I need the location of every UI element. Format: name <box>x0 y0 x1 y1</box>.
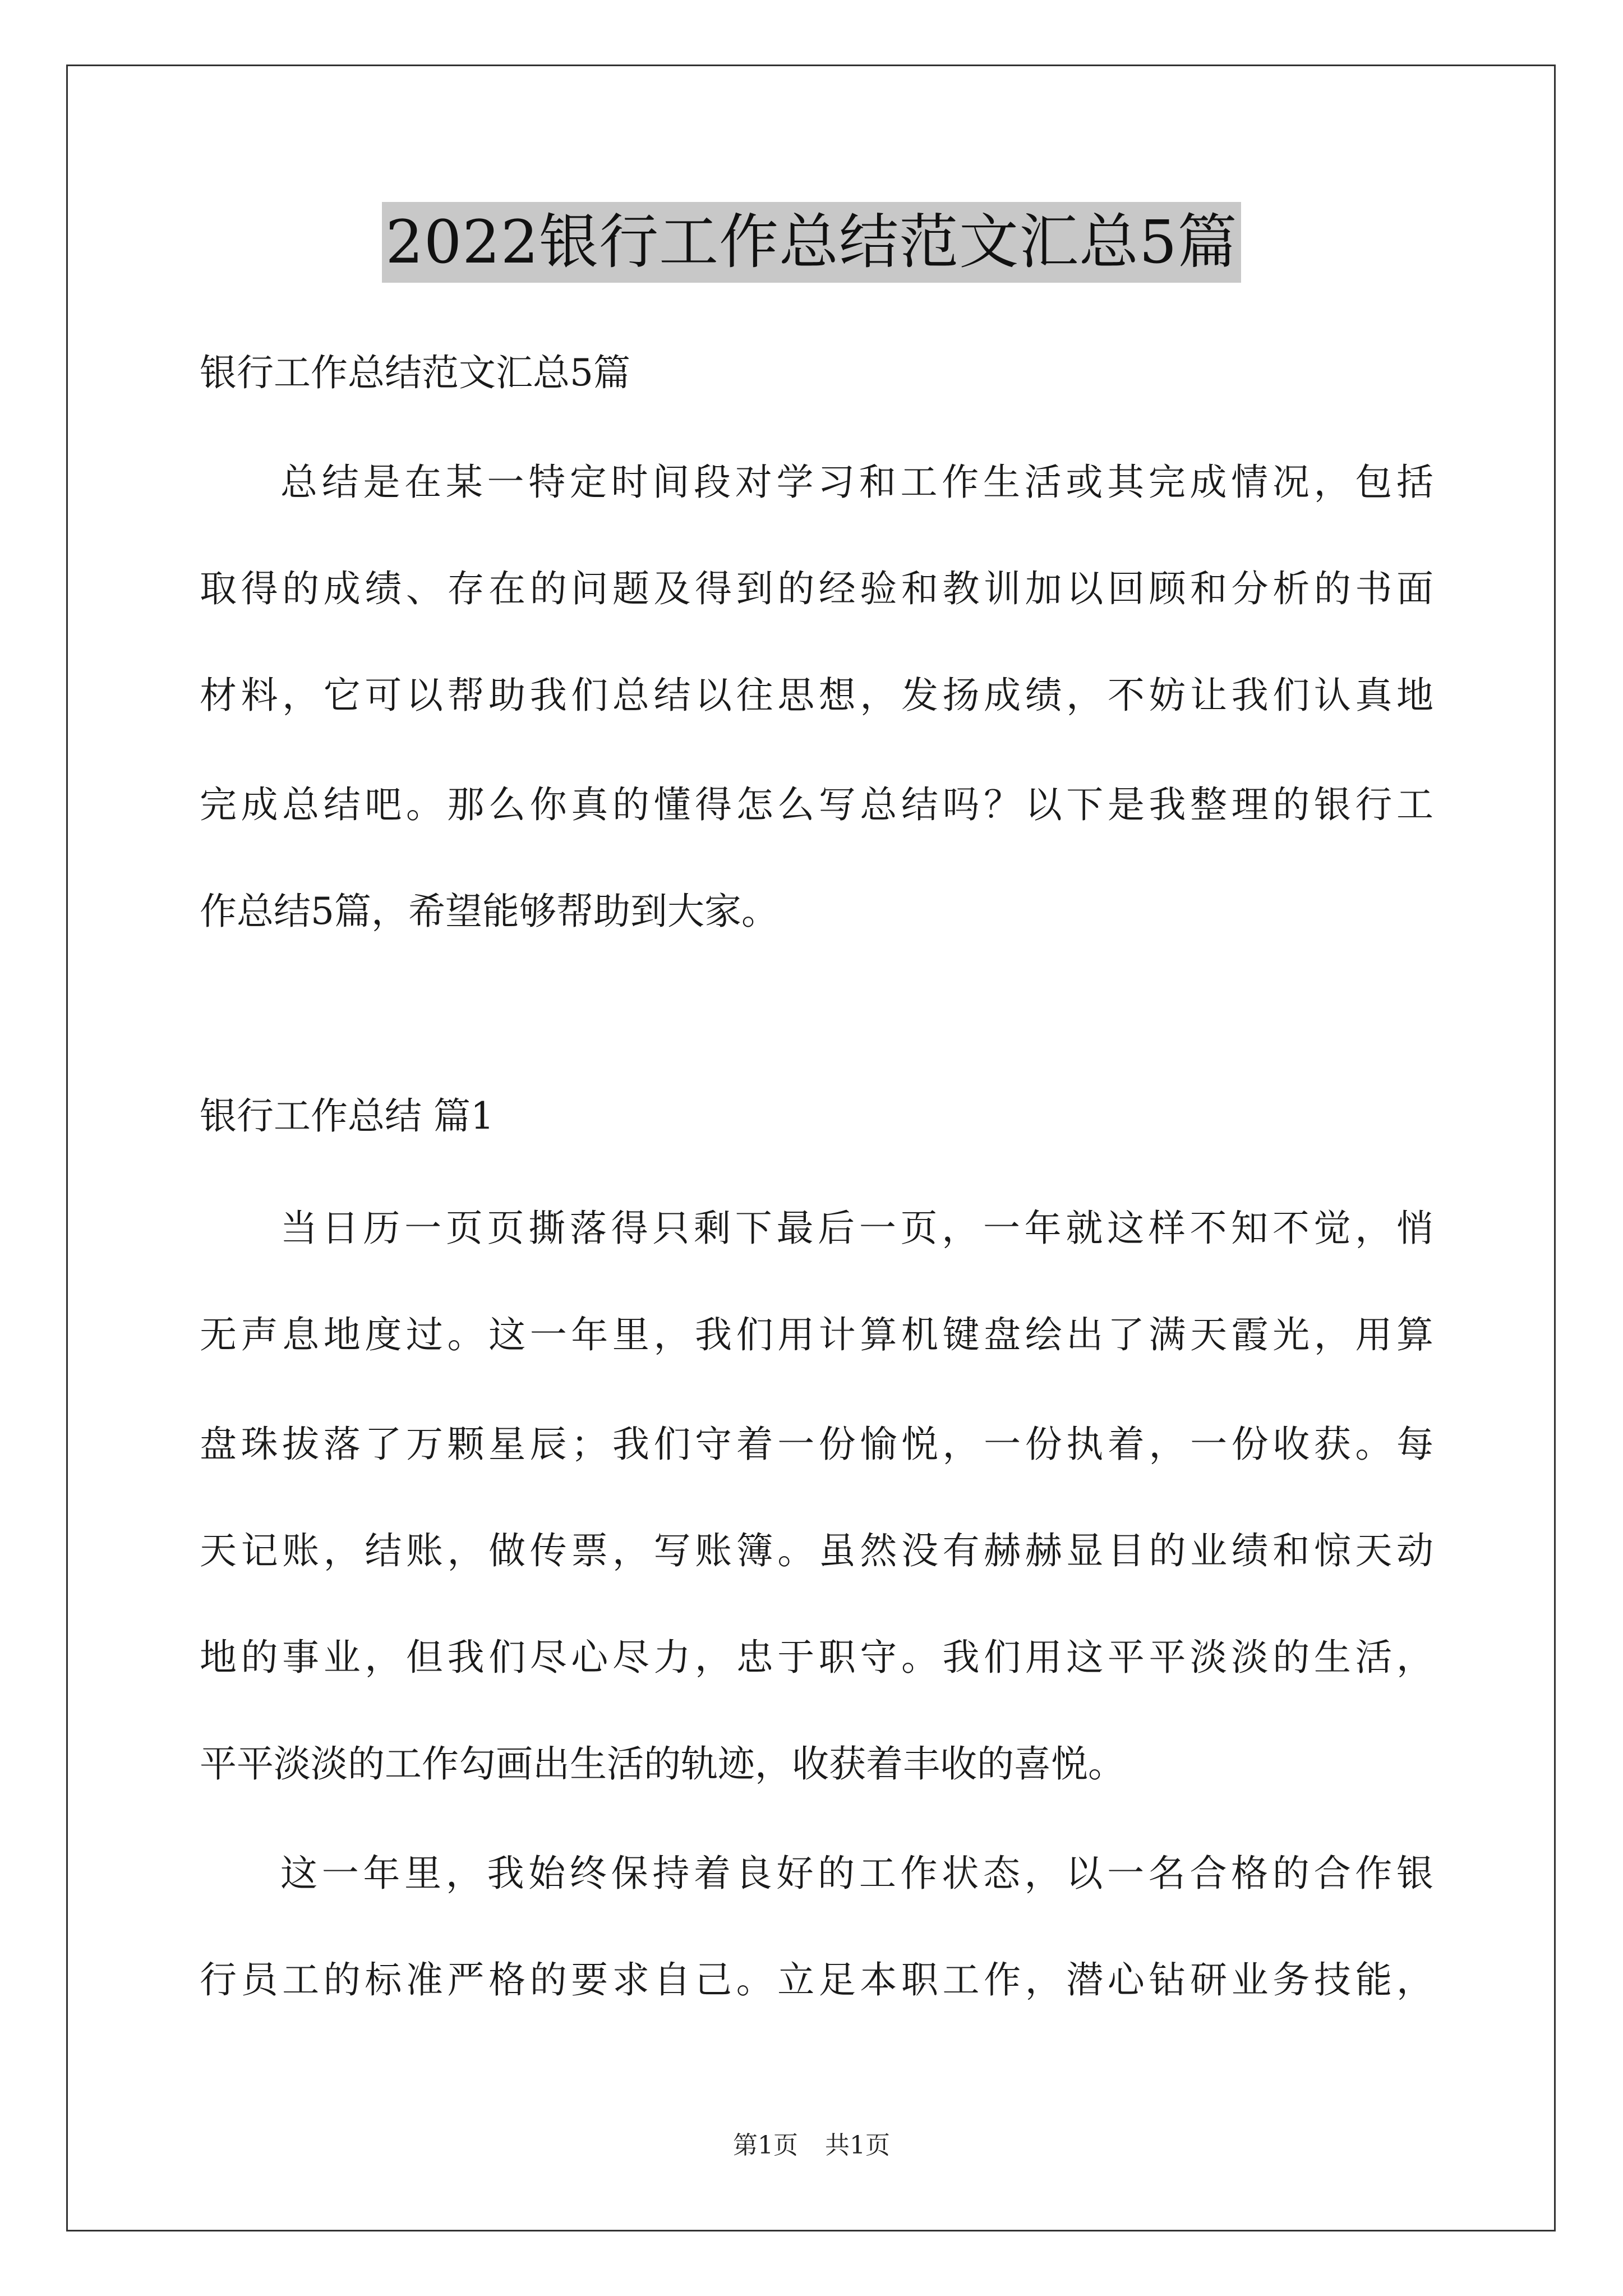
paragraph-line: 当日历一页页撕落得只剩下最后一页，一年就这样不知不觉，悄 <box>280 1207 1433 1250</box>
intro-line: 作总结5篇，希望能够帮助到大家。 <box>200 890 778 933</box>
paragraph-line: 无声息地度过。这一年里，我们用计算机键盘绘出了满天霞光，用算 <box>200 1313 1433 1356</box>
document-title: 2022银行工作总结范文汇总5篇 <box>382 202 1241 283</box>
paragraph-line: 天记账，结账，做传票，写账簿。虽然没有赫赫显目的业绩和惊天动 <box>200 1529 1433 1572</box>
intro-line: 取得的成绩、存在的问题及得到的经验和教训加以回顾和分析的书面 <box>200 567 1433 610</box>
paragraph-line: 平平淡淡的工作勾画出生活的轨迹，收获着丰收的喜悦。 <box>200 1742 1125 1786</box>
intro-line: 材料，它可以帮助我们总结以往思想，发扬成绩，不妨让我们认真地 <box>200 674 1433 717</box>
title-container <box>0 202 1623 283</box>
page-footer <box>0 2129 1623 2162</box>
paragraph-line: 盘珠拔落了万颗星辰；我们守着一份愉悦，一份执着，一份收获。每 <box>200 1423 1433 1466</box>
page-total: 共1页 <box>825 2131 890 2160</box>
subtitle: 银行工作总结范文汇总5篇 <box>200 351 630 394</box>
page-number: 第1页 <box>733 2131 798 2160</box>
section-heading: 银行工作总结 篇1 <box>200 1094 494 1138</box>
intro-line: 总结是在某一特定时间段对学习和工作生活或其完成情况，包括 <box>280 461 1433 504</box>
intro-line: 完成总结吧。那么你真的懂得怎么写总结吗？以下是我整理的银行工 <box>200 783 1433 826</box>
paragraph-line: 行员工的标准严格的要求自己。立足本职工作，潜心钻研业务技能， <box>200 1958 1433 2001</box>
paragraph-line: 这一年里，我始终保持着良好的工作状态，以一名合格的合作银 <box>280 1852 1433 1895</box>
paragraph-line: 地的事业，但我们尽心尽力，忠于职守。我们用这平平淡淡的生活， <box>200 1636 1433 1679</box>
